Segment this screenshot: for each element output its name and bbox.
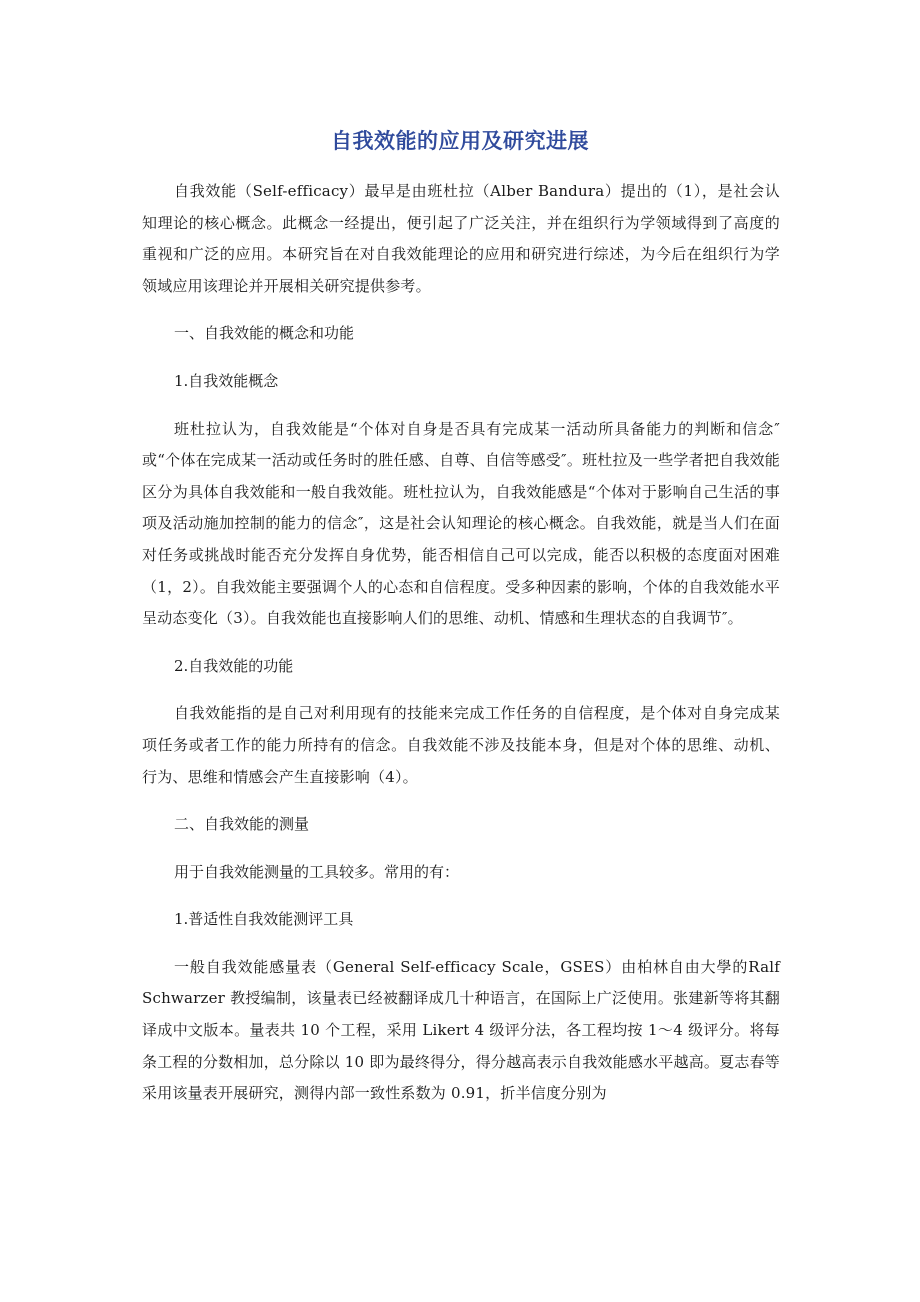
function-paragraph: 自我效能指的是自己对利用现有的技能来完成工作任务的自信程度，是个体对自身完成某项任务或者工作的能力所持有的信念。自我效能不涉及技能本身，但是对个体的思维、动机、行为、思维和情感会产生直接影响（4）。 <box>142 704 780 786</box>
subsection-heading-1-1: 1.自我效能概念 <box>174 371 279 390</box>
subsection-heading-1-2: 2.自我效能的功能 <box>174 656 294 675</box>
section-heading-1: 一、自我效能的概念和功能 <box>174 324 355 343</box>
subsection-heading-2-1: 1.普适性自我效能测评工具 <box>174 910 354 929</box>
document-body <box>142 176 780 1126</box>
concept-paragraph: 班杜拉认为，自我效能是“个体对自身是否具有完成某一活动所具备能力的判断和信念″或“个体在完成某一活动或任务时的胜任感、自尊、自信等感受″。班杜拉及一些学者把自我效能区分为具体自我效能和一般自我效能。班杜拉认为，自我效能感是“个体对于影响自己生活的事项及活动施加控制的能力的信念″，这是社会认知理论的核心概念。自我效能，就是当人们在面对任务或挑战时能否充分发挥自身优势，能否相信自己可以完成，能否以积极的态度面对困难（1，2）。自我效能主要强调个人的心态和自信程度。受多种因素的影响，个体的自我效能水平呈动态变化（3）。自我效能也直接影响人们的思维、动机、情感和生理状态的自我调节″。 <box>142 419 780 628</box>
document-title: 自我效能的应用及研究进展 <box>331 129 589 153</box>
intro-paragraph: 自我效能（Self-efficacy）最早是由班杜拉（Alber Bandura）提出的（1），是社会认知理论的核心概念。此概念一经提出，便引起了广泛关注，并在组织行为学领域得到了高度的重视和广泛的应用。本研究旨在对自我效能理论的应用和研究进行综述，为今后在组织行为学领域应用该理论并开展相关研究提供参考。 <box>142 182 780 295</box>
measurement-intro: 用于自我效能测量的工具较多。常用的有： <box>174 862 460 881</box>
section-heading-2: 二、自我效能的测量 <box>174 815 310 834</box>
gses-paragraph: 一般自我效能感量表（General Self-efficacy Scale，GSES）由柏林自由大學的Ralf Schwarzer 教授编制，该量表已经被翻译成几十种语言，在国际上广泛使用。张建新等将其翻译成中文版本。量表共 10 个工程，采用 Likert 4 级评分法，各工程均按 1～4 级评分。将每条工程的分数相加，总分除以 10 即为最终得分，得分越高表示自我效能感水平越高。夏志春等采用该量表开展研究，测得内部一致性系数为 0.91，折半信度分别为 <box>142 957 780 1103</box>
